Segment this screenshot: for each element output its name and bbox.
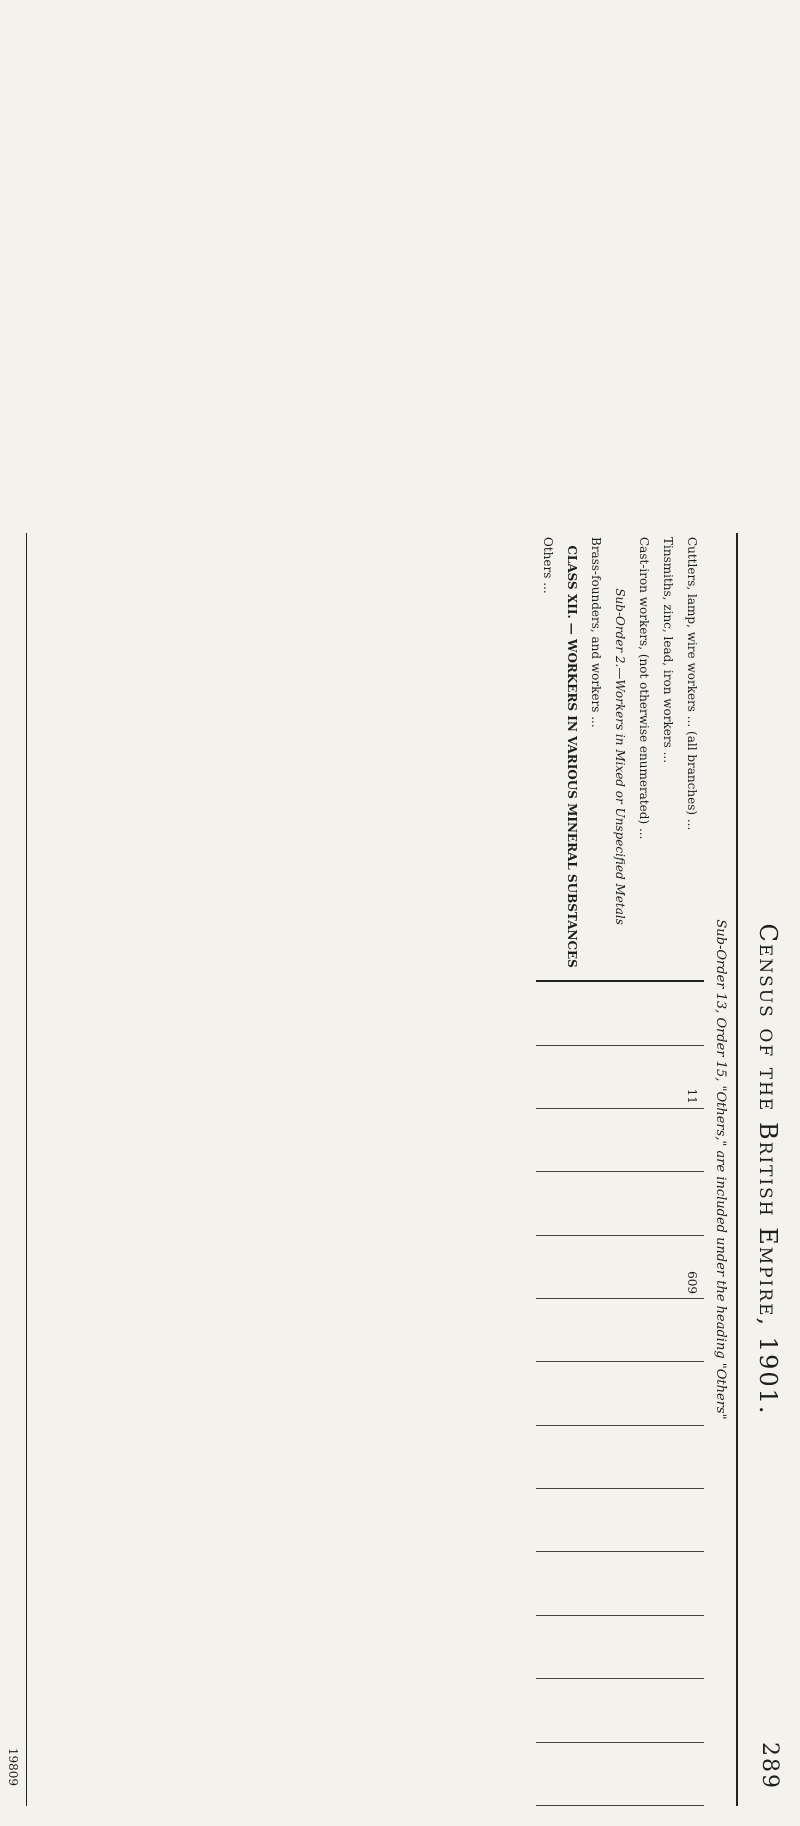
- table-cell: [680, 1552, 704, 1615]
- table-cell: [632, 1235, 656, 1298]
- table-cell: [632, 1679, 656, 1742]
- table-cell: [656, 1425, 680, 1488]
- row-label: Tinsmiths, zinc, lead, iron workers ...: [656, 533, 680, 981]
- table-cell: [680, 1299, 704, 1362]
- table-cell: [584, 1425, 608, 1488]
- table-cell: [536, 1425, 560, 1488]
- row-label: Others ...: [536, 533, 560, 981]
- row-label: Cast-iron workers, (not otherwise enumerated) ...: [632, 533, 656, 981]
- table-cell: [632, 1552, 656, 1615]
- table-cell: [608, 1299, 632, 1362]
- table-cell: [560, 1742, 584, 1805]
- table-cell: [608, 1172, 632, 1235]
- table-cell: [608, 1235, 632, 1298]
- table-cell: [632, 1045, 656, 1108]
- table-cell: [656, 1299, 680, 1362]
- table-cell: [536, 981, 560, 1045]
- table-cell: [608, 1425, 632, 1488]
- table-row: [656, 533, 680, 1806]
- table-cell: [584, 1742, 608, 1805]
- table-cell: [584, 1552, 608, 1615]
- table-cell: [656, 1362, 680, 1425]
- table-cell: 609: [680, 1235, 704, 1298]
- table-cell: [536, 1679, 560, 1742]
- table-row: [608, 533, 632, 1806]
- table-row: [584, 533, 608, 1806]
- table-cell: [608, 1362, 632, 1425]
- table-cell: [608, 1679, 632, 1742]
- table-cell: [680, 1489, 704, 1552]
- table-cell: [560, 1108, 584, 1171]
- table-cell: [656, 981, 680, 1045]
- table-cell: [536, 1742, 560, 1805]
- table-cell: [608, 1045, 632, 1108]
- table-cell: [680, 981, 704, 1045]
- table-row: [680, 533, 704, 1806]
- table-cell: [680, 1362, 704, 1425]
- table-row: [560, 533, 584, 1806]
- table-cell: [656, 1615, 680, 1678]
- table-cell: [584, 1299, 608, 1362]
- table-cell: [584, 1045, 608, 1108]
- table-subheader: Sub-Order 13, Order 15, "Others," are included under the heading "Others": [713, 919, 728, 1420]
- table-cell: [560, 1425, 584, 1488]
- table-cell: [536, 1235, 560, 1298]
- table-cell: [656, 1108, 680, 1171]
- table-cell: [656, 1235, 680, 1298]
- table-cell: [680, 1425, 704, 1488]
- table-cell: [632, 1489, 656, 1552]
- table-cell: [560, 1489, 584, 1552]
- table-cell: [584, 1615, 608, 1678]
- table-cell: [584, 1108, 608, 1171]
- table-cell: [680, 1172, 704, 1235]
- table-cell: [680, 1679, 704, 1742]
- page-number: 289: [757, 1742, 782, 1790]
- table-cell: [536, 1552, 560, 1615]
- table-cell: [632, 1362, 656, 1425]
- table-cell: [680, 1108, 704, 1171]
- table-cell: [560, 1235, 584, 1298]
- table-cell: [632, 1172, 656, 1235]
- table-cell: [608, 1552, 632, 1615]
- page-title: Census of the British Empire, 1901.: [754, 923, 782, 1416]
- table-cell: [584, 1679, 608, 1742]
- table-row: [536, 533, 560, 1806]
- table-cell: [560, 1679, 584, 1742]
- table-cell: [608, 981, 632, 1045]
- table-cell: [536, 1108, 560, 1171]
- table-cell: [608, 1108, 632, 1171]
- row-label: CLASS XII. — WORKERS IN VARIOUS MINERAL SUBSTANCES: [560, 533, 584, 981]
- table-cell: [536, 1045, 560, 1108]
- table-cell: [584, 1172, 608, 1235]
- table-cell: [584, 1235, 608, 1298]
- table-cell: [608, 1615, 632, 1678]
- table-cell: [584, 981, 608, 1045]
- table-cell: [560, 981, 584, 1045]
- table-cell: [536, 1489, 560, 1552]
- table-cell: [536, 1362, 560, 1425]
- bottom-rule: [26, 533, 27, 1806]
- table-cell: [560, 1045, 584, 1108]
- table-cell: [656, 1679, 680, 1742]
- row-label: Cuttlers, lamp, wire workers ... (all branches) ...: [680, 533, 704, 981]
- table-cell: [632, 981, 656, 1045]
- rotated-content: [0, 513, 800, 1826]
- table-cell: [560, 1172, 584, 1235]
- row-label: Sub-Order 2.—Workers in Mixed or Unspecified Metals: [608, 533, 632, 981]
- table-row: [632, 533, 656, 1806]
- table-cell: [656, 1742, 680, 1805]
- table-cell: [680, 1615, 704, 1678]
- table-cell: [632, 1108, 656, 1171]
- census-table: [536, 533, 704, 1806]
- table-cell: 11: [680, 1045, 704, 1108]
- table-cell: [584, 1362, 608, 1425]
- table-cell: [584, 1489, 608, 1552]
- table-cell: [632, 1615, 656, 1678]
- table-cell: [536, 1615, 560, 1678]
- footer-number: 19809: [6, 1747, 20, 1786]
- table-cell: [560, 1615, 584, 1678]
- table-cell: [632, 1299, 656, 1362]
- table-cell: [680, 1742, 704, 1805]
- table-cell: [560, 1299, 584, 1362]
- table-cell: [632, 1425, 656, 1488]
- table-cell: [656, 1552, 680, 1615]
- table-cell: [536, 1299, 560, 1362]
- table-cell: [560, 1362, 584, 1425]
- table-cell: [608, 1742, 632, 1805]
- top-rule: [736, 533, 738, 1806]
- page-header: [742, 513, 800, 1826]
- census-table-body: [536, 533, 704, 1806]
- table-cell: [560, 1552, 584, 1615]
- table-cell: [632, 1742, 656, 1805]
- table-cell: [656, 1045, 680, 1108]
- table-cell: [656, 1489, 680, 1552]
- table-cell: [536, 1172, 560, 1235]
- table-cell: [656, 1172, 680, 1235]
- row-label: Brass-founders, and workers ...: [584, 533, 608, 981]
- table-cell: [608, 1489, 632, 1552]
